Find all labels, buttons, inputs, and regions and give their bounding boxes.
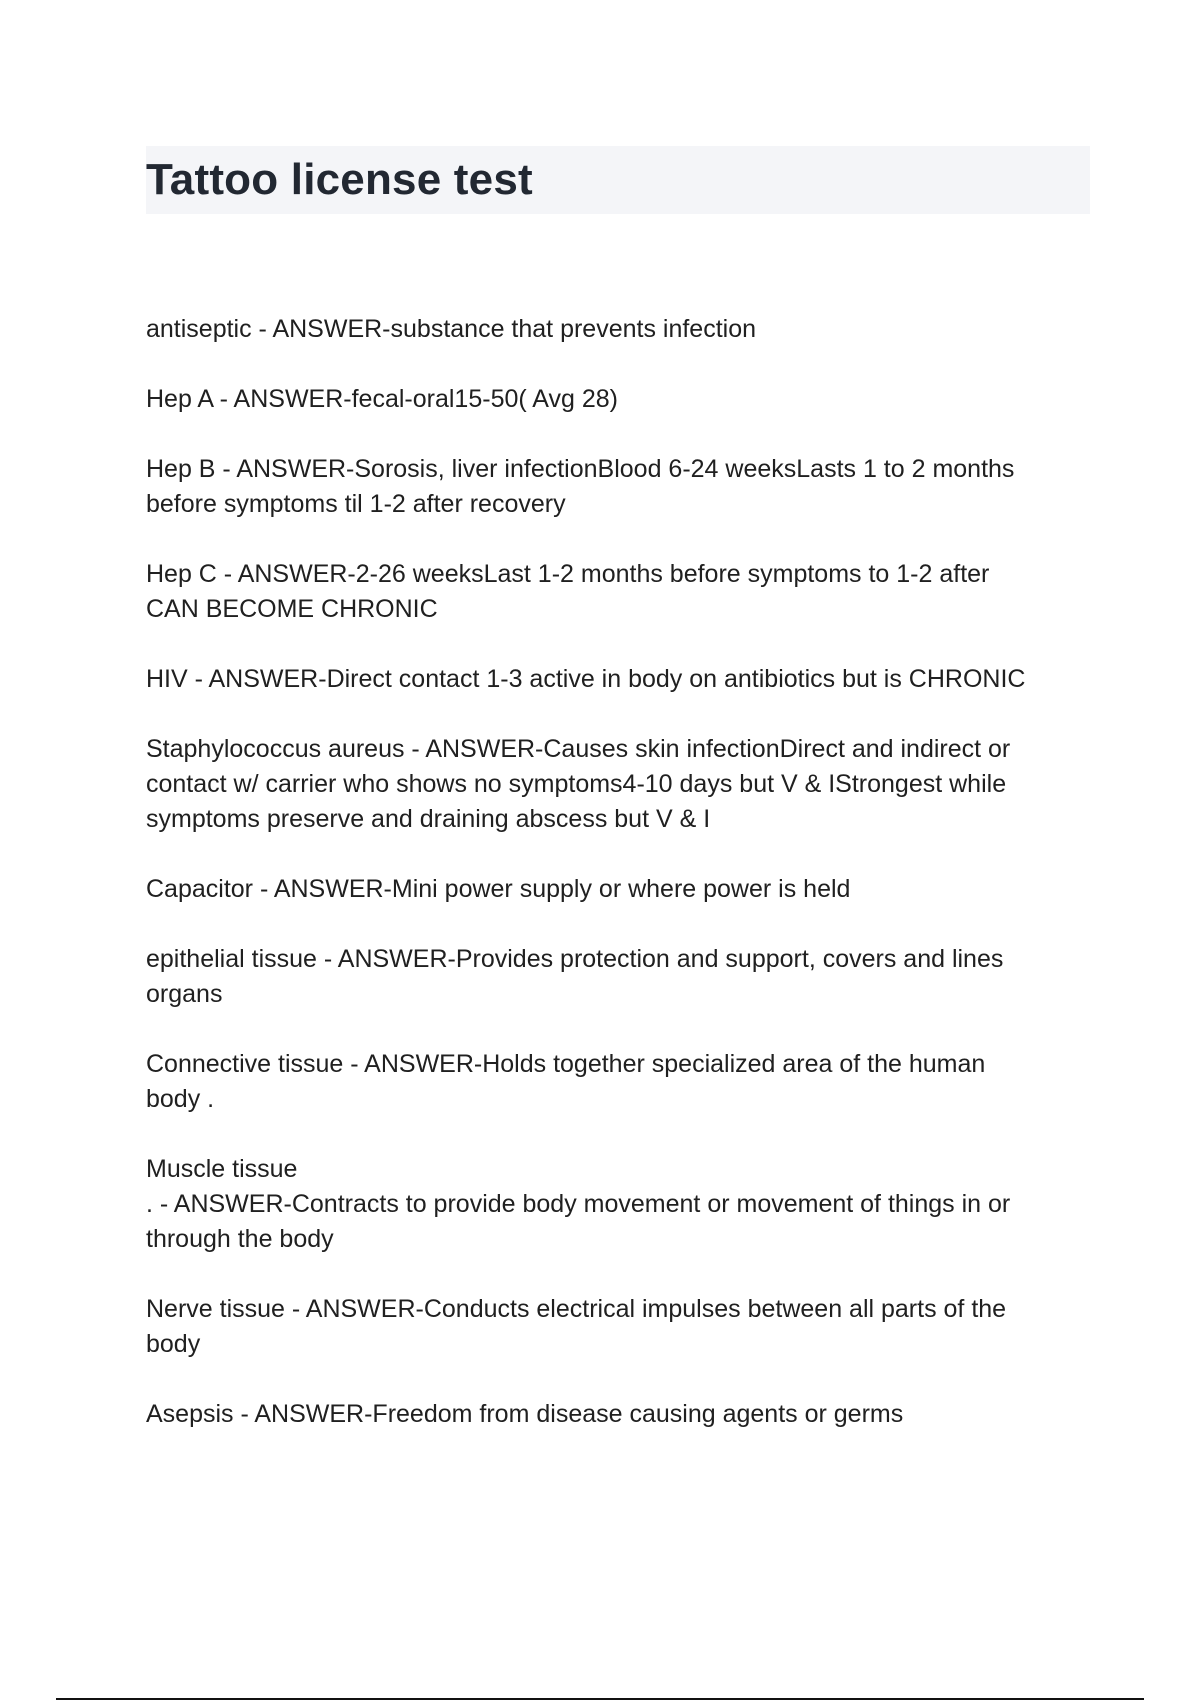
page-title: Tattoo license test [146,155,533,204]
qa-entry-asepsis: Asepsis - ANSWER-Freedom from disease causing agents or germs [146,1400,904,1428]
title-banner [146,146,1090,214]
qa-entry-connective-tissue: Connective tissue - ANSWER-Holds together specialized area of the human body . [146,1050,986,1113]
qa-entry-hep-a: Hep A - ANSWER-fecal-oral15-50( Avg 28) [146,385,618,413]
qa-entry-epithelial-tissue: epithelial tissue - ANSWER-Provides protection and support, covers and lines organs [146,945,1004,1008]
qa-entry-capacitor: Capacitor - ANSWER-Mini power supply or where power is held [146,875,851,903]
qa-entry-staphylococcus-aureus: Staphylococcus aureus - ANSWER-Causes skin infectionDirect and indirect or contact w/ carrier who shows no symptoms4-10 days but V & IStrongest while symptoms preserve and draining abscess but V & I [146,735,1011,833]
qa-entry-hep-c: Hep C - ANSWER-2-26 weeksLast 1-2 months before symptoms to 1-2 after CAN BECOME CHRONIC [146,560,990,623]
qa-entry-muscle-tissue: Muscle tissue . - ANSWER-Contracts to provide body movement or movement of things in or through the body [146,1155,1011,1253]
qa-entry-antiseptic: antiseptic - ANSWER-substance that prevents infection [146,315,757,343]
qa-entry-nerve-tissue: Nerve tissue - ANSWER-Conducts electrical impulses between all parts of the body [146,1295,1007,1358]
qa-entry-hep-b: Hep B - ANSWER-Sorosis, liver infectionBlood 6-24 weeksLasts 1 to 2 months before symptoms til 1-2 after recovery [146,455,1015,518]
qa-entry-hiv: HIV - ANSWER-Direct contact 1-3 active in body on antibiotics but is CHRONIC [146,665,1026,693]
qa-entry-list [146,312,1091,1467]
